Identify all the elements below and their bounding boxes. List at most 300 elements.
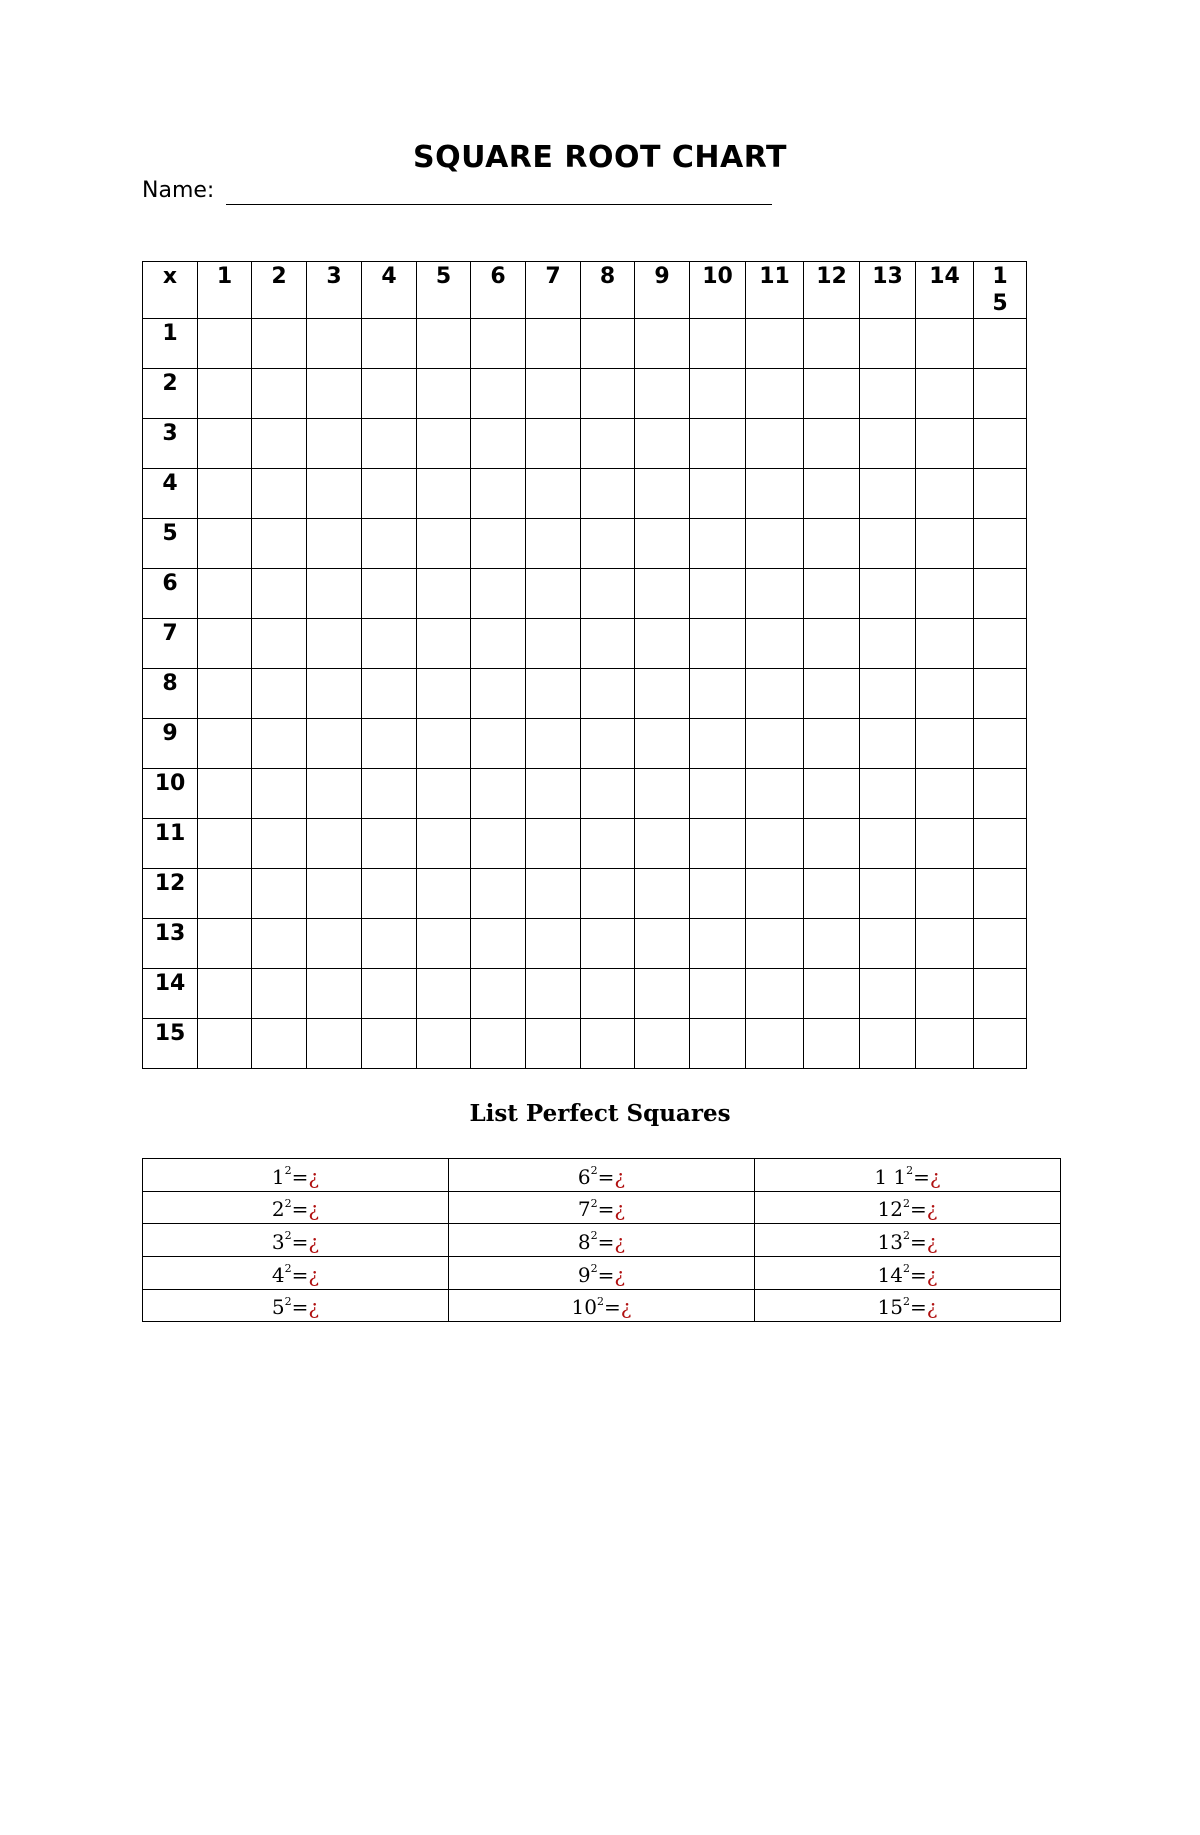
grid-answer-cell[interactable] bbox=[526, 1019, 581, 1069]
grid-answer-cell[interactable] bbox=[417, 619, 471, 669]
answer-placeholder: ¿ bbox=[929, 1164, 941, 1189]
grid-answer-cell[interactable] bbox=[526, 969, 581, 1019]
grid-answer-cell[interactable] bbox=[860, 519, 916, 569]
grid-answer-cell[interactable] bbox=[417, 1019, 471, 1069]
grid-answer-cell[interactable] bbox=[252, 569, 307, 619]
grid-answer-cell[interactable] bbox=[526, 569, 581, 619]
grid-answer-cell[interactable] bbox=[916, 469, 974, 519]
grid-answer-cell[interactable] bbox=[746, 619, 804, 669]
grid-row-header: 10 bbox=[143, 769, 198, 819]
grid-answer-cell[interactable] bbox=[804, 319, 860, 369]
grid-answer-cell[interactable] bbox=[581, 869, 635, 919]
grid-answer-cell[interactable] bbox=[362, 419, 417, 469]
grid-answer-cell[interactable] bbox=[417, 519, 471, 569]
grid-answer-cell[interactable] bbox=[804, 419, 860, 469]
grid-row bbox=[143, 1019, 1027, 1069]
grid-row-header: 7 bbox=[143, 619, 198, 669]
square-exponent: 2 bbox=[284, 1196, 292, 1210]
grid-answer-cell[interactable] bbox=[804, 569, 860, 619]
grid-answer-cell[interactable] bbox=[198, 1019, 252, 1069]
grid-answer-cell[interactable] bbox=[526, 419, 581, 469]
grid-answer-cell[interactable] bbox=[635, 1019, 690, 1069]
grid-answer-cell[interactable] bbox=[916, 419, 974, 469]
equals-sign: = bbox=[909, 1262, 927, 1287]
grid-answer-cell[interactable] bbox=[916, 869, 974, 919]
perfect-square-cell[interactable] bbox=[449, 1191, 755, 1224]
grid-answer-cell[interactable] bbox=[804, 869, 860, 919]
grid-answer-cell[interactable] bbox=[471, 969, 526, 1019]
answer-placeholder: ¿ bbox=[926, 1262, 938, 1287]
grid-answer-cell[interactable] bbox=[860, 819, 916, 869]
perfect-square-expression bbox=[878, 1295, 938, 1319]
grid-answer-cell[interactable] bbox=[252, 419, 307, 469]
perfect-square-cell[interactable] bbox=[755, 1289, 1061, 1322]
grid-answer-cell[interactable] bbox=[974, 719, 1027, 769]
grid-answer-cell[interactable] bbox=[471, 319, 526, 369]
grid-answer-cell[interactable] bbox=[526, 869, 581, 919]
perfect-square-cell[interactable] bbox=[143, 1224, 449, 1257]
grid-answer-cell[interactable] bbox=[916, 819, 974, 869]
grid-answer-cell[interactable] bbox=[471, 369, 526, 419]
perfect-square-cell[interactable] bbox=[143, 1191, 449, 1224]
perfect-squares-row bbox=[143, 1159, 1061, 1192]
grid-answer-cell[interactable] bbox=[635, 419, 690, 469]
grid-answer-cell[interactable] bbox=[252, 769, 307, 819]
grid-answer-cell[interactable] bbox=[198, 919, 252, 969]
grid-answer-cell[interactable] bbox=[417, 469, 471, 519]
grid-answer-cell[interactable] bbox=[635, 319, 690, 369]
grid-answer-cell[interactable] bbox=[581, 419, 635, 469]
perfect-square-expression bbox=[578, 1263, 625, 1287]
grid-answer-cell[interactable] bbox=[471, 869, 526, 919]
answer-placeholder: ¿ bbox=[614, 1164, 626, 1189]
grid-answer-cell[interactable] bbox=[635, 569, 690, 619]
grid-answer-cell[interactable] bbox=[252, 519, 307, 569]
grid-answer-cell[interactable] bbox=[362, 669, 417, 719]
grid-answer-cell[interactable] bbox=[974, 819, 1027, 869]
grid-answer-cell[interactable] bbox=[746, 719, 804, 769]
perfect-squares-table bbox=[142, 1158, 1061, 1322]
grid-answer-cell[interactable] bbox=[471, 519, 526, 569]
grid-row-header: 9 bbox=[143, 719, 198, 769]
grid-column-header: 1 5 bbox=[974, 262, 1027, 319]
grid-answer-cell[interactable] bbox=[581, 519, 635, 569]
grid-answer-cell[interactable] bbox=[746, 919, 804, 969]
grid-row bbox=[143, 969, 1027, 1019]
grid-answer-cell[interactable] bbox=[635, 869, 690, 919]
grid-answer-cell[interactable] bbox=[804, 619, 860, 669]
perfect-square-cell[interactable] bbox=[755, 1191, 1061, 1224]
grid-answer-cell[interactable] bbox=[252, 969, 307, 1019]
grid-answer-cell[interactable] bbox=[417, 969, 471, 1019]
grid-answer-cell[interactable] bbox=[471, 769, 526, 819]
square-base: 9 bbox=[577, 1262, 591, 1287]
grid-answer-cell[interactable] bbox=[690, 769, 746, 819]
grid-answer-cell[interactable] bbox=[581, 969, 635, 1019]
perfect-square-cell[interactable] bbox=[755, 1224, 1061, 1257]
grid-answer-cell[interactable] bbox=[307, 719, 362, 769]
page-title: SQUARE ROOT CHART bbox=[413, 140, 787, 175]
grid-answer-cell[interactable] bbox=[746, 869, 804, 919]
grid-answer-cell[interactable] bbox=[746, 569, 804, 619]
grid-column-header: 10 bbox=[690, 262, 746, 319]
grid-answer-cell[interactable] bbox=[746, 519, 804, 569]
perfect-square-expression bbox=[272, 1197, 319, 1221]
grid-row bbox=[143, 819, 1027, 869]
grid-answer-cell[interactable] bbox=[198, 319, 252, 369]
grid-answer-cell[interactable] bbox=[526, 769, 581, 819]
grid-answer-cell[interactable] bbox=[198, 569, 252, 619]
grid-answer-cell[interactable] bbox=[581, 319, 635, 369]
grid-answer-cell[interactable] bbox=[252, 1019, 307, 1069]
perfect-square-expression bbox=[272, 1295, 319, 1319]
grid-answer-cell[interactable] bbox=[974, 769, 1027, 819]
grid-answer-cell[interactable] bbox=[916, 619, 974, 669]
perfect-square-cell[interactable] bbox=[143, 1159, 449, 1192]
grid-answer-cell[interactable] bbox=[690, 419, 746, 469]
square-base: 10 bbox=[571, 1295, 597, 1320]
grid-answer-cell[interactable] bbox=[526, 519, 581, 569]
grid-answer-cell[interactable] bbox=[581, 619, 635, 669]
grid-answer-cell[interactable] bbox=[635, 369, 690, 419]
grid-column-header: 8 bbox=[581, 262, 635, 319]
grid-answer-cell[interactable] bbox=[307, 819, 362, 869]
grid-answer-cell[interactable] bbox=[860, 769, 916, 819]
grid-answer-cell[interactable] bbox=[417, 569, 471, 619]
perfect-square-cell[interactable] bbox=[449, 1159, 755, 1192]
grid-answer-cell[interactable] bbox=[916, 969, 974, 1019]
grid-answer-cell[interactable] bbox=[974, 419, 1027, 469]
grid-answer-cell[interactable] bbox=[362, 869, 417, 919]
grid-answer-cell[interactable] bbox=[581, 669, 635, 719]
grid-answer-cell[interactable] bbox=[860, 669, 916, 719]
grid-answer-cell[interactable] bbox=[417, 719, 471, 769]
grid-answer-cell[interactable] bbox=[804, 1019, 860, 1069]
grid-answer-cell[interactable] bbox=[690, 719, 746, 769]
grid-answer-cell[interactable] bbox=[746, 469, 804, 519]
grid-answer-cell[interactable] bbox=[362, 1019, 417, 1069]
perfect-square-expression bbox=[878, 1197, 938, 1221]
grid-answer-cell[interactable] bbox=[860, 869, 916, 919]
perfect-square-expression bbox=[878, 1263, 938, 1287]
grid-answer-cell[interactable] bbox=[860, 319, 916, 369]
grid-answer-cell[interactable] bbox=[635, 819, 690, 869]
grid-answer-cell[interactable] bbox=[307, 469, 362, 519]
grid-row bbox=[143, 619, 1027, 669]
perfect-square-expression bbox=[572, 1295, 632, 1319]
grid-answer-cell[interactable] bbox=[307, 769, 362, 819]
grid-row-header: 12 bbox=[143, 869, 198, 919]
grid-answer-cell[interactable] bbox=[471, 719, 526, 769]
grid-answer-cell[interactable] bbox=[916, 519, 974, 569]
grid-answer-cell[interactable] bbox=[860, 619, 916, 669]
grid-answer-cell[interactable] bbox=[526, 819, 581, 869]
grid-answer-cell[interactable] bbox=[417, 869, 471, 919]
grid-answer-cell[interactable] bbox=[860, 369, 916, 419]
grid-answer-cell[interactable] bbox=[526, 619, 581, 669]
perfect-squares-row bbox=[143, 1256, 1061, 1289]
grid-answer-cell[interactable] bbox=[362, 769, 417, 819]
grid-answer-cell[interactable] bbox=[635, 669, 690, 719]
grid-column-header: 2 bbox=[252, 262, 307, 319]
grid-answer-cell[interactable] bbox=[690, 469, 746, 519]
grid-answer-cell[interactable] bbox=[471, 469, 526, 519]
grid-answer-cell[interactable] bbox=[471, 669, 526, 719]
grid-answer-cell[interactable] bbox=[307, 969, 362, 1019]
grid-answer-cell[interactable] bbox=[252, 819, 307, 869]
grid-answer-cell[interactable] bbox=[362, 469, 417, 519]
grid-answer-cell[interactable] bbox=[974, 519, 1027, 569]
grid-answer-cell[interactable] bbox=[362, 569, 417, 619]
perfect-square-cell[interactable] bbox=[755, 1256, 1061, 1289]
grid-answer-cell[interactable] bbox=[690, 819, 746, 869]
grid-answer-cell[interactable] bbox=[362, 619, 417, 669]
grid-answer-cell[interactable] bbox=[526, 719, 581, 769]
grid-answer-cell[interactable] bbox=[417, 819, 471, 869]
grid-answer-cell[interactable] bbox=[362, 819, 417, 869]
grid-answer-cell[interactable] bbox=[635, 719, 690, 769]
square-exponent: 2 bbox=[906, 1164, 914, 1177]
grid-answer-cell[interactable] bbox=[252, 719, 307, 769]
grid-answer-cell[interactable] bbox=[307, 919, 362, 969]
grid-answer-cell[interactable] bbox=[526, 919, 581, 969]
grid-answer-cell[interactable] bbox=[804, 719, 860, 769]
grid-answer-cell[interactable] bbox=[690, 669, 746, 719]
grid-answer-cell[interactable] bbox=[916, 569, 974, 619]
grid-answer-cell[interactable] bbox=[198, 869, 252, 919]
grid-answer-cell[interactable] bbox=[916, 369, 974, 419]
grid-row bbox=[143, 869, 1027, 919]
grid-answer-cell[interactable] bbox=[307, 569, 362, 619]
grid-answer-cell[interactable] bbox=[690, 519, 746, 569]
grid-answer-cell[interactable] bbox=[690, 369, 746, 419]
grid-answer-cell[interactable] bbox=[307, 319, 362, 369]
perfect-square-expression bbox=[578, 1230, 625, 1254]
perfect-square-cell[interactable] bbox=[143, 1256, 449, 1289]
perfect-square-cell[interactable] bbox=[449, 1224, 755, 1257]
name-field[interactable] bbox=[226, 204, 772, 205]
grid-answer-cell[interactable] bbox=[974, 919, 1027, 969]
grid-answer-cell[interactable] bbox=[860, 969, 916, 1019]
grid-answer-cell[interactable] bbox=[362, 369, 417, 419]
perfect-squares-row bbox=[143, 1289, 1061, 1322]
grid-answer-cell[interactable] bbox=[198, 369, 252, 419]
grid-answer-cell[interactable] bbox=[974, 369, 1027, 419]
perfect-square-cell[interactable] bbox=[755, 1159, 1061, 1192]
grid-answer-cell[interactable] bbox=[307, 669, 362, 719]
grid-answer-cell[interactable] bbox=[471, 569, 526, 619]
grid-answer-cell[interactable] bbox=[860, 569, 916, 619]
grid-answer-cell[interactable] bbox=[526, 669, 581, 719]
grid-answer-cell[interactable] bbox=[860, 919, 916, 969]
grid-answer-cell[interactable] bbox=[362, 319, 417, 369]
grid-answer-cell[interactable] bbox=[860, 719, 916, 769]
grid-answer-cell[interactable] bbox=[746, 669, 804, 719]
square-base: 3 bbox=[271, 1229, 285, 1254]
grid-answer-cell[interactable] bbox=[581, 719, 635, 769]
grid-answer-cell[interactable] bbox=[916, 1019, 974, 1069]
grid-answer-cell[interactable] bbox=[471, 919, 526, 969]
perfect-square-expression bbox=[578, 1197, 625, 1221]
grid-answer-cell[interactable] bbox=[362, 519, 417, 569]
square-exponent: 2 bbox=[284, 1164, 292, 1177]
grid-answer-cell[interactable] bbox=[471, 619, 526, 669]
grid-answer-cell[interactable] bbox=[690, 919, 746, 969]
grid-answer-cell[interactable] bbox=[417, 669, 471, 719]
grid-answer-cell[interactable] bbox=[690, 869, 746, 919]
grid-answer-cell[interactable] bbox=[804, 969, 860, 1019]
grid-answer-cell[interactable] bbox=[916, 319, 974, 369]
grid-answer-cell[interactable] bbox=[746, 419, 804, 469]
grid-answer-cell[interactable] bbox=[362, 969, 417, 1019]
grid-header-row bbox=[143, 262, 1027, 319]
grid-answer-cell[interactable] bbox=[635, 519, 690, 569]
grid-answer-cell[interactable] bbox=[252, 869, 307, 919]
grid-answer-cell[interactable] bbox=[690, 969, 746, 1019]
grid-answer-cell[interactable] bbox=[362, 919, 417, 969]
grid-row-header: 13 bbox=[143, 919, 198, 969]
grid-answer-cell[interactable] bbox=[417, 769, 471, 819]
grid-answer-cell[interactable] bbox=[804, 669, 860, 719]
equals-sign: = bbox=[291, 1229, 309, 1254]
grid-answer-cell[interactable] bbox=[974, 619, 1027, 669]
grid-answer-cell[interactable] bbox=[581, 1019, 635, 1069]
grid-answer-cell[interactable] bbox=[471, 1019, 526, 1069]
grid-column-header: 14 bbox=[916, 262, 974, 319]
grid-answer-cell[interactable] bbox=[417, 319, 471, 369]
grid-answer-cell[interactable] bbox=[417, 919, 471, 969]
grid-answer-cell[interactable] bbox=[307, 619, 362, 669]
grid-answer-cell[interactable] bbox=[198, 619, 252, 669]
answer-placeholder: ¿ bbox=[926, 1229, 938, 1254]
square-base: 6 bbox=[577, 1164, 591, 1189]
grid-answer-cell[interactable] bbox=[581, 919, 635, 969]
grid-answer-cell[interactable] bbox=[581, 769, 635, 819]
grid-answer-cell[interactable] bbox=[974, 969, 1027, 1019]
grid-answer-cell[interactable] bbox=[252, 919, 307, 969]
square-exponent: 2 bbox=[902, 1196, 910, 1210]
grid-answer-cell[interactable] bbox=[307, 1019, 362, 1069]
grid-answer-cell[interactable] bbox=[690, 1019, 746, 1069]
grid-answer-cell[interactable] bbox=[198, 419, 252, 469]
grid-answer-cell[interactable] bbox=[198, 769, 252, 819]
grid-answer-cell[interactable] bbox=[804, 519, 860, 569]
grid-answer-cell[interactable] bbox=[916, 769, 974, 819]
grid-answer-cell[interactable] bbox=[916, 719, 974, 769]
grid-answer-cell[interactable] bbox=[974, 669, 1027, 719]
grid-answer-cell[interactable] bbox=[746, 819, 804, 869]
grid-answer-cell[interactable] bbox=[198, 519, 252, 569]
grid-answer-cell[interactable] bbox=[746, 1019, 804, 1069]
grid-answer-cell[interactable] bbox=[860, 419, 916, 469]
grid-answer-cell[interactable] bbox=[860, 469, 916, 519]
perfect-square-cell[interactable] bbox=[449, 1289, 755, 1322]
grid-column-header: 12 bbox=[804, 262, 860, 319]
grid-answer-cell[interactable] bbox=[804, 819, 860, 869]
grid-answer-cell[interactable] bbox=[581, 369, 635, 419]
grid-answer-cell[interactable] bbox=[916, 669, 974, 719]
grid-answer-cell[interactable] bbox=[526, 319, 581, 369]
grid-answer-cell[interactable] bbox=[307, 869, 362, 919]
grid-answer-cell[interactable] bbox=[804, 919, 860, 969]
grid-column-header: 6 bbox=[471, 262, 526, 319]
grid-answer-cell[interactable] bbox=[252, 619, 307, 669]
grid-answer-cell[interactable] bbox=[746, 969, 804, 1019]
grid-answer-cell[interactable] bbox=[974, 469, 1027, 519]
grid-answer-cell[interactable] bbox=[690, 319, 746, 369]
grid-answer-cell[interactable] bbox=[526, 369, 581, 419]
grid-answer-cell[interactable] bbox=[417, 369, 471, 419]
grid-answer-cell[interactable] bbox=[635, 619, 690, 669]
grid-answer-cell[interactable] bbox=[746, 769, 804, 819]
grid-answer-cell[interactable] bbox=[307, 419, 362, 469]
grid-answer-cell[interactable] bbox=[526, 469, 581, 519]
grid-answer-cell[interactable] bbox=[198, 469, 252, 519]
grid-answer-cell[interactable] bbox=[307, 519, 362, 569]
grid-answer-cell[interactable] bbox=[581, 469, 635, 519]
grid-answer-cell[interactable] bbox=[252, 369, 307, 419]
perfect-square-cell[interactable] bbox=[143, 1289, 449, 1322]
grid-answer-cell[interactable] bbox=[974, 319, 1027, 369]
grid-answer-cell[interactable] bbox=[198, 969, 252, 1019]
grid-answer-cell[interactable] bbox=[635, 469, 690, 519]
grid-answer-cell[interactable] bbox=[307, 369, 362, 419]
grid-answer-cell[interactable] bbox=[860, 1019, 916, 1069]
grid-row bbox=[143, 369, 1027, 419]
grid-row bbox=[143, 769, 1027, 819]
grid-row bbox=[143, 669, 1027, 719]
grid-answer-cell[interactable] bbox=[804, 369, 860, 419]
grid-answer-cell[interactable] bbox=[471, 819, 526, 869]
grid-answer-cell[interactable] bbox=[198, 819, 252, 869]
perfect-squares-title: List Perfect Squares bbox=[469, 1100, 731, 1127]
grid-answer-cell[interactable] bbox=[804, 469, 860, 519]
perfect-square-cell[interactable] bbox=[449, 1256, 755, 1289]
grid-answer-cell[interactable] bbox=[974, 869, 1027, 919]
grid-answer-cell[interactable] bbox=[581, 569, 635, 619]
grid-row-header: 8 bbox=[143, 669, 198, 719]
grid-answer-cell[interactable] bbox=[362, 719, 417, 769]
equals-sign: = bbox=[597, 1262, 615, 1287]
grid-answer-cell[interactable] bbox=[417, 419, 471, 469]
grid-answer-cell[interactable] bbox=[746, 319, 804, 369]
equals-sign: = bbox=[597, 1197, 615, 1222]
grid-answer-cell[interactable] bbox=[252, 319, 307, 369]
perfect-square-expression bbox=[272, 1263, 319, 1287]
grid-answer-cell[interactable] bbox=[635, 919, 690, 969]
grid-answer-cell[interactable] bbox=[690, 619, 746, 669]
grid-answer-cell[interactable] bbox=[804, 769, 860, 819]
grid-answer-cell[interactable] bbox=[471, 419, 526, 469]
grid-answer-cell[interactable] bbox=[916, 919, 974, 969]
grid-answer-cell[interactable] bbox=[252, 469, 307, 519]
grid-answer-cell[interactable] bbox=[635, 769, 690, 819]
grid-answer-cell[interactable] bbox=[635, 969, 690, 1019]
answer-placeholder: ¿ bbox=[308, 1295, 320, 1320]
grid-answer-cell[interactable] bbox=[252, 669, 307, 719]
grid-answer-cell[interactable] bbox=[746, 369, 804, 419]
grid-answer-cell[interactable] bbox=[198, 719, 252, 769]
grid-answer-cell[interactable] bbox=[581, 819, 635, 869]
square-base: 13 bbox=[877, 1229, 903, 1254]
square-base: 1 bbox=[271, 1164, 285, 1189]
grid-answer-cell[interactable] bbox=[974, 569, 1027, 619]
grid-answer-cell[interactable] bbox=[198, 669, 252, 719]
grid-answer-cell[interactable] bbox=[974, 1019, 1027, 1069]
grid-answer-cell[interactable] bbox=[690, 569, 746, 619]
square-base: 14 bbox=[877, 1262, 903, 1287]
grid-corner-label: x bbox=[143, 262, 198, 319]
